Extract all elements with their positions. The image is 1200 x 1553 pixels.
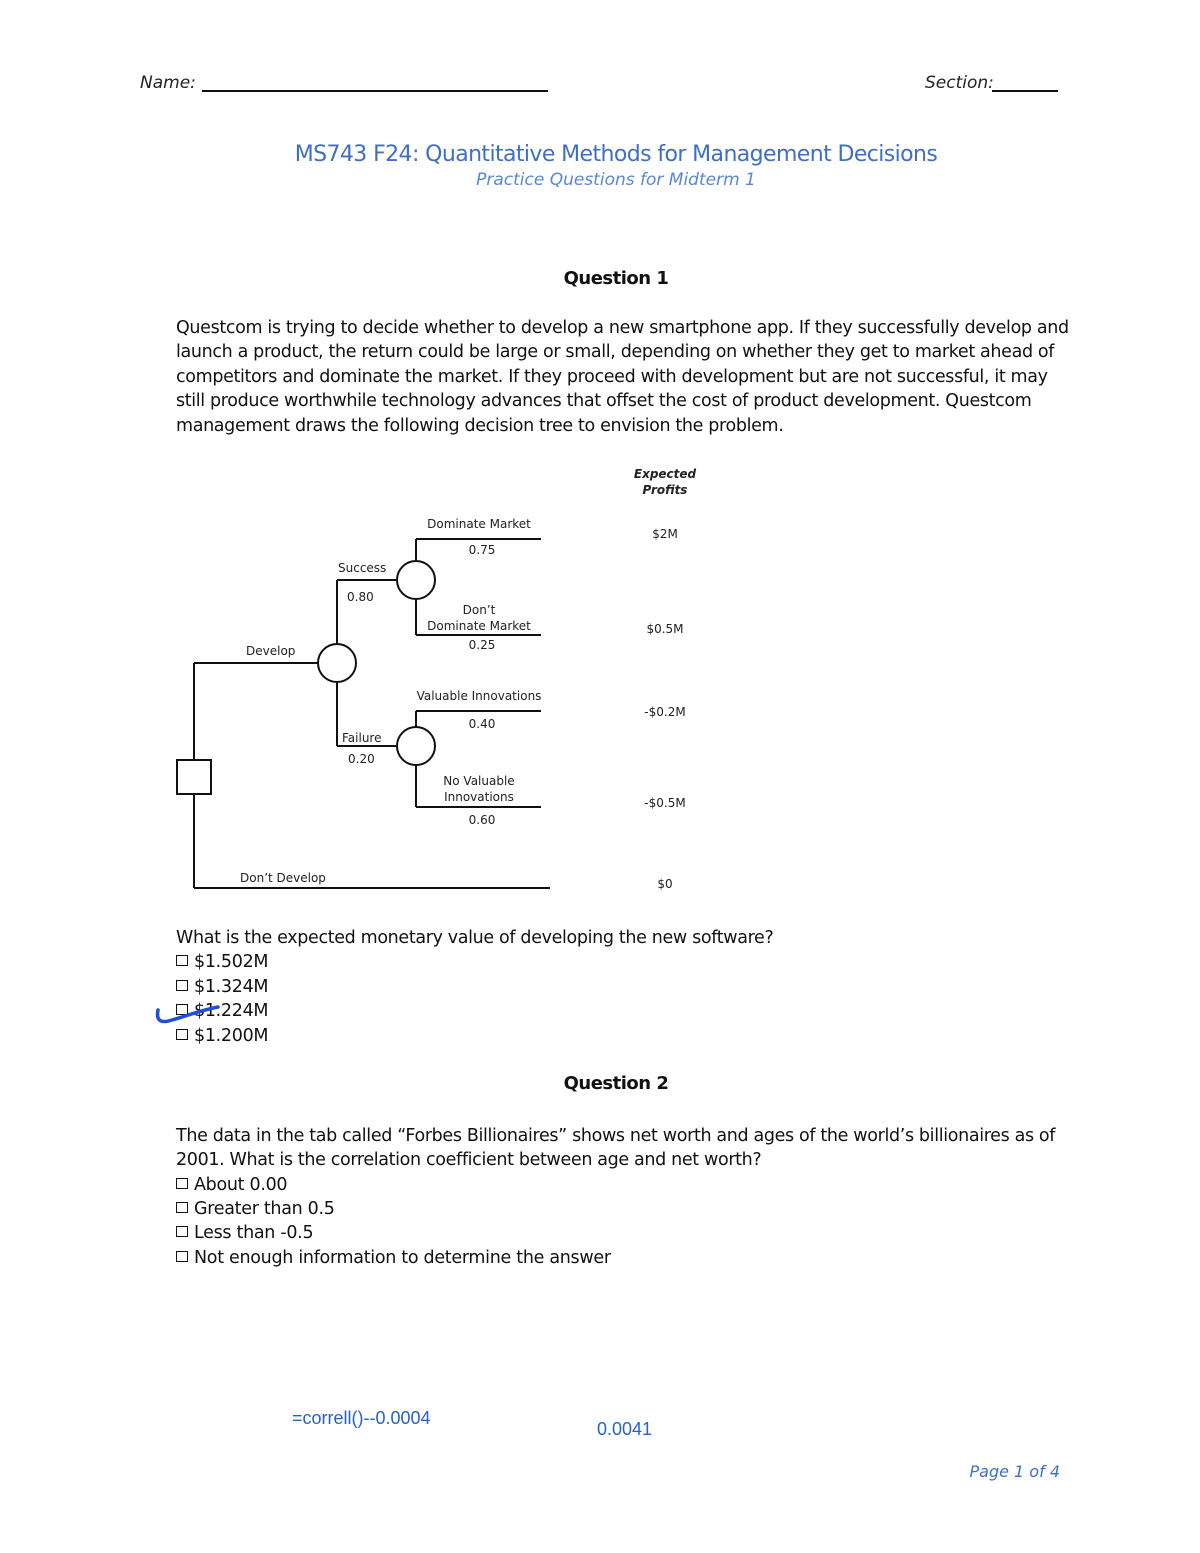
failure-probability: 0.20 xyxy=(348,752,375,766)
correl-value-note: 0.0041 xyxy=(597,1419,653,1439)
q1-option-4[interactable]: $1.200M xyxy=(176,1024,268,1049)
profit-valuable: -$0.2M xyxy=(644,705,686,719)
develop-label: Develop xyxy=(246,644,296,658)
dominate-label: Dominate Market xyxy=(427,517,531,531)
chance-node-develop xyxy=(318,644,356,682)
profit-no-valuable: -$0.5M xyxy=(644,796,686,810)
q1-option-2[interactable]: $1.324M xyxy=(176,975,268,1000)
no-valuable-probability: 0.60 xyxy=(468,813,496,827)
checkbox[interactable] xyxy=(176,955,188,966)
success-probability: 0.80 xyxy=(347,590,374,604)
section-field-line[interactable] xyxy=(992,90,1058,92)
q1-option-1[interactable]: $1.502M xyxy=(176,950,268,975)
profit-dominate: $2M xyxy=(652,527,678,541)
decision-tree xyxy=(0,460,760,900)
dont-dominate-label-2: Dominate Market xyxy=(427,619,531,633)
valuable-probability: 0.40 xyxy=(468,717,496,731)
question-2-heading: Question 2 xyxy=(563,1073,669,1094)
dont-dominate-label-1: Don’t xyxy=(462,603,496,617)
question-1-prompt: What is the expected monetary value of developing the new software? xyxy=(176,928,774,948)
q2-option-2[interactable]: Greater than 0.5 xyxy=(176,1197,335,1222)
success-label: Success xyxy=(338,561,387,575)
document-subtitle: Practice Questions for Midterm 1 xyxy=(476,170,756,190)
page-number: Page 1 of 4 xyxy=(969,1462,1060,1481)
no-valuable-label-1: No Valuable xyxy=(443,774,515,788)
valuable-label: Valuable Innovations xyxy=(416,689,542,703)
question-1-heading: Question 1 xyxy=(563,268,669,289)
checkbox[interactable] xyxy=(176,1202,188,1213)
document-title: MS743 F24: Quantitative Methods for Management Decisions xyxy=(294,142,938,167)
q2-option-1[interactable]: About 0.00 xyxy=(176,1173,287,1198)
handwritten-checkmark-icon xyxy=(150,998,230,1032)
question-2-text: The data in the tab called “Forbes Billionaires” shows net worth and ages of the world’s billionaires as of 2001. What is the correlation coefficient between age and net worth? xyxy=(176,1126,1056,1171)
checkbox[interactable] xyxy=(176,1178,188,1189)
checkbox[interactable] xyxy=(176,1251,188,1262)
failure-label: Failure xyxy=(342,731,382,745)
expected-header-1: Expected xyxy=(633,467,697,481)
question-1-text: Questcom is trying to decide whether to develop a new smartphone app. If they successfully develop and launch a product, the return could be large or small, depending on whether they get to market ahead of competitors and dominate the market. If they proceed with development but are not successful, it may still produce worthwhile technology advances that offset the cost of product development. Questcom management draws the following decision tree to envision the problem. xyxy=(176,318,1069,436)
decision-node xyxy=(177,760,211,794)
profit-dont-develop: $0 xyxy=(657,877,673,891)
section-label: Section: xyxy=(925,73,994,93)
dominate-probability: 0.75 xyxy=(468,543,496,557)
name-label: Name: xyxy=(140,73,196,93)
chance-node-failure xyxy=(397,727,435,765)
chance-node-success xyxy=(397,561,435,599)
dont-develop-label: Don’t Develop xyxy=(240,871,326,885)
q1-option-3[interactable]: $1.224M xyxy=(176,999,268,1024)
profit-dont-dominate: $0.5M xyxy=(646,622,684,636)
expected-header-2: Profits xyxy=(642,483,688,497)
name-field-line[interactable] xyxy=(202,90,548,92)
dont-dominate-probability: 0.25 xyxy=(468,638,496,652)
correl-note: =correll()--0.0004 xyxy=(292,1408,431,1428)
checkbox[interactable] xyxy=(176,1226,188,1237)
q2-option-3[interactable]: Less than -0.5 xyxy=(176,1221,313,1246)
no-valuable-label-2: Innovations xyxy=(444,790,514,804)
checkbox[interactable] xyxy=(176,980,188,991)
q2-option-4[interactable]: Not enough information to determine the answer xyxy=(176,1246,611,1271)
